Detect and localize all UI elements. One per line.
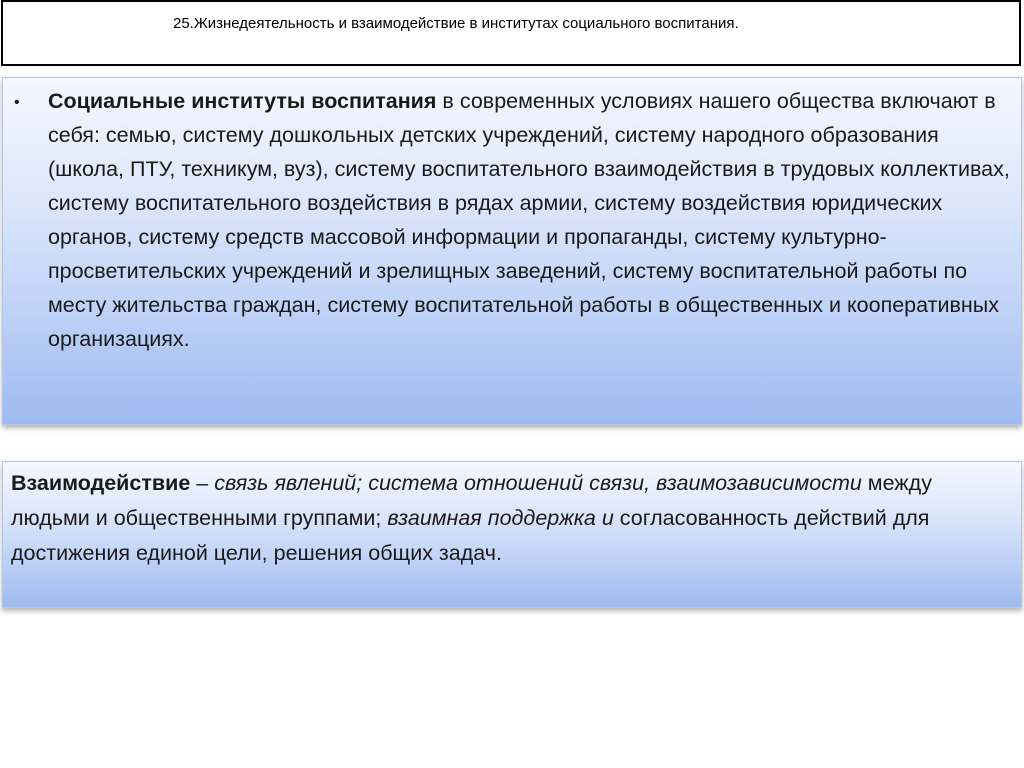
- institutions-definition: в современных условиях нашего общества включают в себя: семью, систему дошкольных детских учреждений, систему народного образования (школа, ПТУ, техникум, вуз), систему воспитательного взаимодействия в трудовых коллективах, систему воспитательного воздействия в рядах армии, систему воздействия юридических органов, систему средств массовой информации и пропаганды, систему культурно-просветительских учреждений и зрелищных заведений, систему воспитательной работы по месту жительства граждан, систему воспитательной работы в общественных и кооперативных организациях.: [48, 89, 1010, 351]
- interaction-term: Взаимодействие: [11, 471, 191, 495]
- interaction-paragraph: [11, 466, 1011, 571]
- interaction-definition-text-1: между людьми и общественными группами;: [11, 471, 932, 530]
- bullet-icon: •: [14, 94, 20, 111]
- interaction-definition-italic-1: связь явлений; система отношений связи, взаимозависимости: [214, 471, 862, 495]
- interaction-definition-text-2: согласованность действий для достижения единой цели, решения общих задач.: [11, 506, 930, 565]
- slide-title: 25.Жизнедеятельность и взаимодействие в институтах социального воспитания.: [173, 15, 739, 32]
- institutions-term: Социальные институты воспитания: [48, 89, 437, 113]
- institutions-paragraph: [48, 84, 1014, 356]
- title-box: [1, 0, 1021, 66]
- interaction-definition-italic-2: взаимная поддержка и: [387, 506, 614, 530]
- interaction-dash: –: [190, 471, 215, 495]
